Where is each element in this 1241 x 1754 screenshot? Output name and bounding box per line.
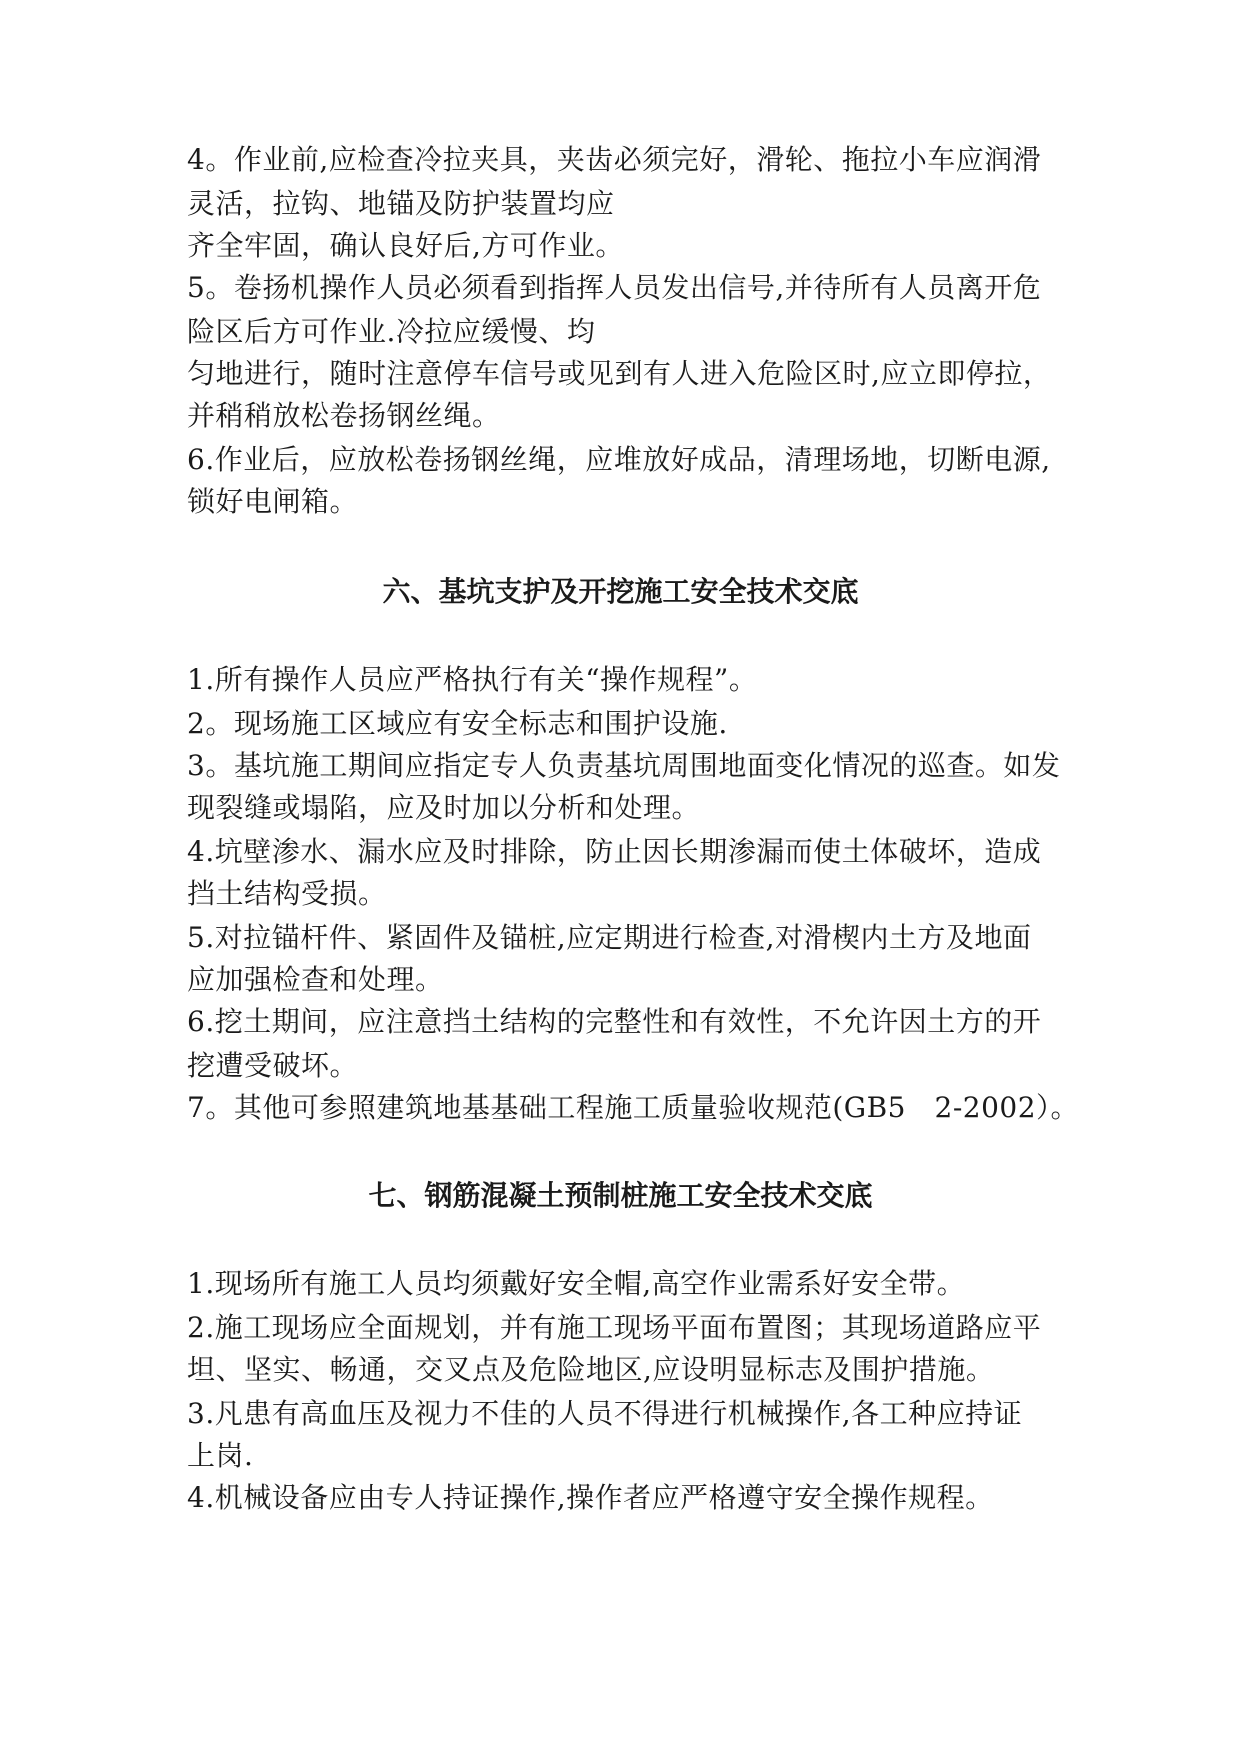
paragraph-line: 坦、坚实、畅通，交叉点及危险地区,应设明显标志及围护措施。 <box>187 1353 995 1386</box>
paragraph-line: 7。其他可参照建筑地基基础工程施工质量验收规范(GB5 2-2002）。 <box>187 1091 1080 1124</box>
paragraph-line: 1.所有操作人员应严格执行有关“操作规程”。 <box>187 663 758 696</box>
paragraph-line: 上岗. <box>187 1439 254 1472</box>
section-heading: 六、基坑支护及开挖施工安全技术交底 <box>382 575 859 608</box>
paragraph-line: 3。基坑施工期间应指定专人负责基坑周围地面变化情况的巡查。如发 <box>187 749 1061 782</box>
paragraph-line: 挡土结构受损。 <box>187 877 387 910</box>
paragraph-line: 5。卷扬机操作人员必须看到指挥人员发出信号,并待所有人员离开危 <box>187 271 1042 304</box>
paragraph-line: 挖遭受破坏。 <box>187 1049 359 1082</box>
paragraph-line: 险区后方可作业.冷拉应缓慢、均 <box>187 315 596 348</box>
paragraph-line: 4。作业前,应检查冷拉夹具，夹齿必须完好，滑轮、拖拉小车应润滑 <box>187 143 1042 176</box>
paragraph-line: 4.坑壁渗水、漏水应及时排除，防止因长期渗漏而使土体破坏，造成 <box>187 835 1042 868</box>
paragraph-line: 4.机械设备应由专人持证操作,操作者应严格遵守安全操作规程。 <box>187 1481 994 1514</box>
paragraph-line: 齐全牢固，确认良好后,方可作业。 <box>187 229 624 262</box>
paragraph-line: 灵活，拉钩、地锚及防护装置均应 <box>187 187 615 220</box>
paragraph-line: 3.凡患有高血压及视力不佳的人员不得进行机械操作,各工种应持证 <box>187 1397 1023 1430</box>
paragraph-line: 1.现场所有施工人员均须戴好安全帽,高空作业需系好安全带。 <box>187 1267 966 1300</box>
paragraph-line: 2。现场施工区域应有安全标志和围护设施. <box>187 707 728 740</box>
paragraph-line: 2.施工现场应全面规划，并有施工现场平面布置图；其现场道路应平 <box>187 1311 1042 1344</box>
paragraph-line: 锁好电闸箱。 <box>187 485 359 518</box>
paragraph-line: 匀地进行，随时注意停车信号或见到有人进入危险区时,应立即停拉， <box>187 357 1052 390</box>
paragraph-line: 并稍稍放松卷扬钢丝绳。 <box>187 399 501 432</box>
paragraph-line: 5.对拉锚杆件、紧固件及锚桩,应定期进行检查,对滑楔内土方及地面 <box>187 921 1032 954</box>
paragraph-line: 应加强检查和处理。 <box>187 963 444 996</box>
paragraph-line: 6.作业后，应放松卷扬钢丝绳，应堆放好成品，清理场地，切断电源, <box>187 443 1051 476</box>
paragraph-line: 6.挖土期间，应注意挡土结构的完整性和有效性，不允许因土方的开 <box>187 1005 1042 1038</box>
paragraph-line: 现裂缝或塌陷，应及时加以分析和处理。 <box>187 791 701 824</box>
section-heading: 七、钢筋混凝土预制桩施工安全技术交底 <box>368 1179 873 1212</box>
